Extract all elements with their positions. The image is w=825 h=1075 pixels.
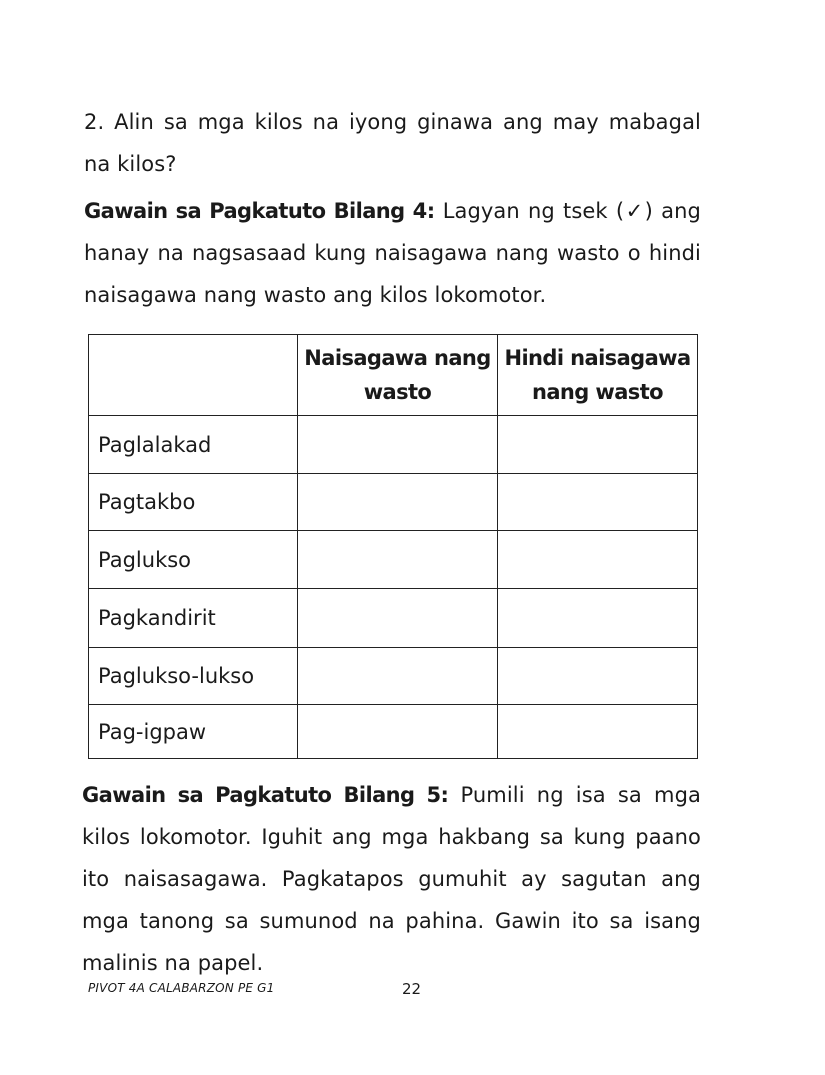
footer-label: PIVOT 4A CALABARZON PE G1 (88, 981, 275, 995)
check-cell-naisagawa[interactable] (298, 705, 498, 759)
gawain-5-text: Pumili ng isa sa mga kilos lokomotor. Iguhit ang mga hakbang sa kung paano ito naisasagawa. Pagkatapos gumuhit ay sagutan ang mga tanong sa sumunod na pahina. Gawin ito sa isang malinis na papel. (82, 783, 701, 975)
page-number: 22 (402, 980, 422, 998)
check-cell-naisagawa[interactable] (298, 589, 498, 648)
check-cell-naisagawa[interactable] (298, 416, 498, 474)
gawain-4-heading: Gawain sa Pagkatuto Bilang 4: (84, 199, 435, 223)
table-row (89, 705, 698, 759)
table-row (89, 589, 698, 648)
check-cell-hindi-naisagawa[interactable] (498, 531, 698, 589)
gawain-5-heading: Gawain sa Pagkatuto Bilang 5: (82, 783, 449, 807)
header-kilos (89, 335, 298, 416)
check-cell-hindi-naisagawa[interactable] (498, 705, 698, 759)
table-header-row (89, 335, 698, 416)
check-cell-naisagawa[interactable] (298, 474, 498, 531)
kilos-label: Paglukso-lukso (89, 648, 298, 705)
table-row (89, 648, 698, 705)
table-row (89, 474, 698, 531)
question-2: 2. Alin sa mga kilos na iyong ginawa ang may mabagal na kilos? (84, 110, 701, 176)
table-row (89, 531, 698, 589)
check-cell-naisagawa[interactable] (298, 531, 498, 589)
table-row (89, 416, 698, 474)
kilos-label: Paglukso (89, 531, 298, 589)
kilos-label: Pagkandirit (89, 589, 298, 648)
header-naisagawa: Naisagawa nang wasto (298, 335, 498, 416)
kilos-label: Pag-igpaw (89, 705, 298, 759)
check-cell-naisagawa[interactable] (298, 648, 498, 705)
gawain-4-text: Lagyan ng tsek (✓) ang hanay na nagsasaad kung naisagawa nang wasto o hindi naisagawa nang wasto ang kilos lokomotor. (84, 199, 701, 307)
gawain-4-instructions (84, 190, 701, 316)
kilos-label: Paglalakad (89, 416, 298, 474)
kilos-label: Pagtakbo (89, 474, 298, 531)
header-hindi-naisagawa: Hindi naisagawa nang wasto (498, 335, 698, 416)
kilos-lokomotor-checklist-table (88, 334, 698, 759)
check-cell-hindi-naisagawa[interactable] (498, 416, 698, 474)
check-cell-hindi-naisagawa[interactable] (498, 648, 698, 705)
check-cell-hindi-naisagawa[interactable] (498, 474, 698, 531)
gawain-5-instructions (82, 774, 701, 984)
check-cell-hindi-naisagawa[interactable] (498, 589, 698, 648)
